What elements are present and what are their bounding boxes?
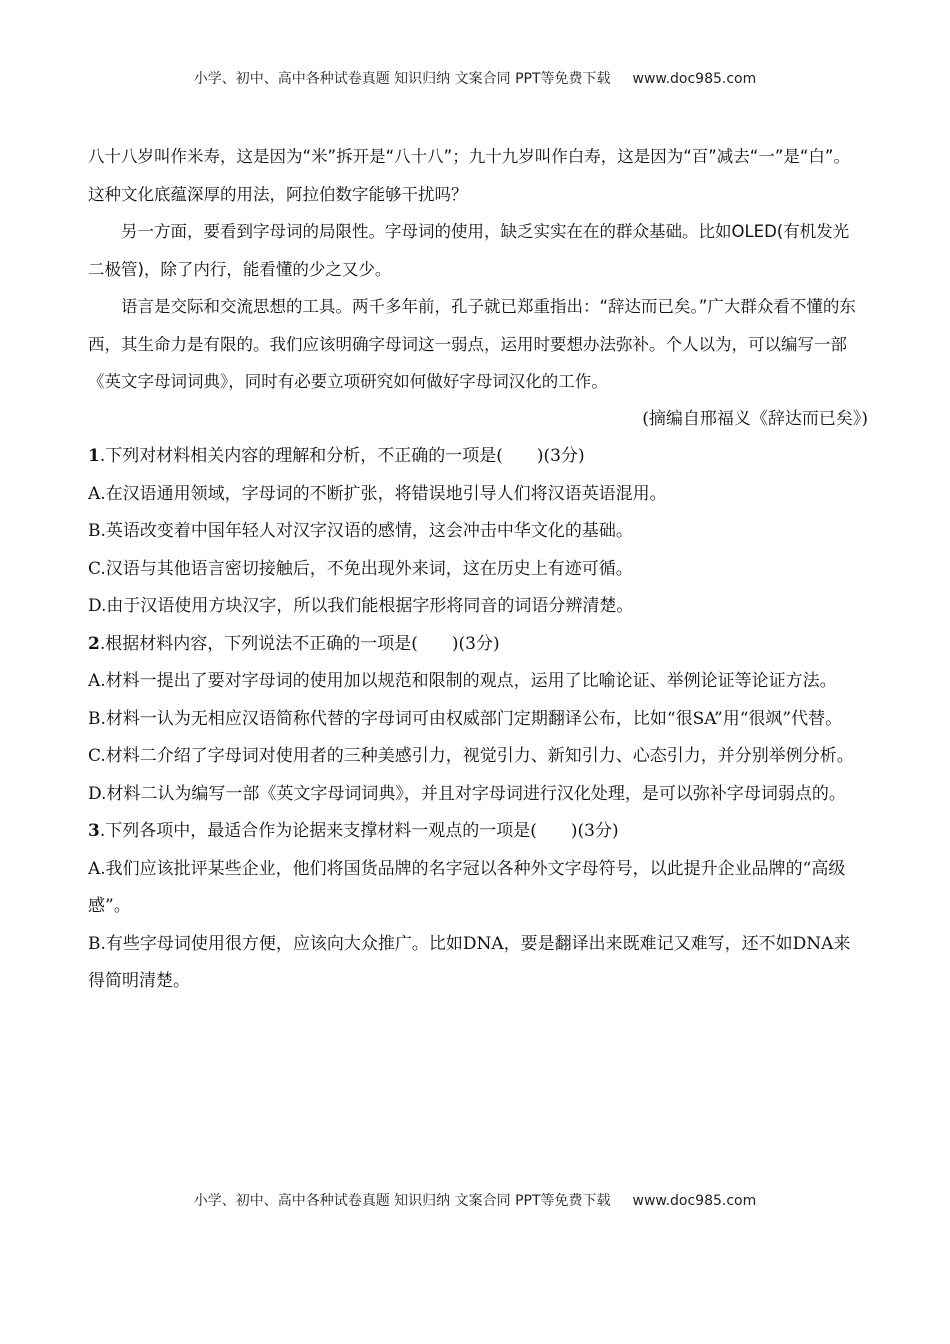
- page-header: [0, 68, 950, 88]
- option-d: D.由于汉语使用方块汉字，所以我们能根据字形将同音的词语分辨清楚。: [88, 596, 634, 616]
- passage-paragraph-3: 语言是交际和交流思想的工具。两千多年前，孔子就已郑重指出：“辞达而已矣。”广大群众看不懂的东西，其生命力是有限的。我们应该明确字母词这一弱点，运用时要想办法弥补。个人以为，可以编写一部《英文字母词词典》，同时有必要立项研究如何做好字母词汉化的工作。: [88, 297, 856, 391]
- page-footer: [0, 1190, 950, 1210]
- footer-url[interactable]: www.doc985.com: [632, 1193, 757, 1209]
- question-stem: [88, 626, 864, 664]
- option-b: B.英语改变着中国年轻人对汉字汉语的感情，这会冲击中华文化的基础。: [88, 521, 633, 541]
- question-number: 3: [88, 821, 100, 841]
- question-text: .下列对材料相关内容的理解和分析，不正确的一项是( )(3分): [99, 446, 585, 466]
- question-2: [88, 626, 864, 814]
- passage-paragraph-1: 八十八岁叫作米寿，这是因为“米”拆开是“八十八”；九十九岁叫作白寿，这是因为“百”减去“一”是“白”。这种文化底蕴深厚的用法，阿拉伯数字能够干扰吗？: [88, 147, 850, 204]
- question-3: [88, 813, 864, 1001]
- question-stem: [88, 813, 864, 851]
- question-number: 2: [88, 633, 100, 654]
- question-text: .下列各项中，最适合作为论据来支撑材料一观点的一项是( )(3分): [99, 821, 619, 841]
- option-b: B.材料一认为无相应汉语简称代替的字母词可由权威部门定期翻译公布，比如“很SA”用“很飒”代替。: [88, 708, 843, 729]
- footer-text: 小学、初中、高中各种试卷真题 知识归纳 文案合同 PPT等免费下载: [193, 1193, 611, 1209]
- question-number: 1: [88, 446, 100, 466]
- option-d: D.材料二认为编写一部《英文字母词词典》，并且对字母词进行汉化处理，是可以弥补字母词弱点的。: [88, 783, 846, 804]
- passage-paragraph-2: 另一方面，要看到字母词的局限性。字母词的使用，缺乏实实在在的群众基础。比如OLED(有机发光二极管)，除了内行，能看懂的少之又少。: [88, 222, 850, 279]
- header-text: 小学、初中、高中各种试卷真题 知识归纳 文案合同 PPT等免费下载: [193, 71, 611, 87]
- question-text: .根据材料内容，下列说法不正确的一项是( )(3分): [99, 633, 500, 654]
- question-1: [88, 438, 864, 626]
- header-url[interactable]: www.doc985.com: [632, 71, 757, 87]
- option-b: B.有些字母词使用很方便，应该向大众推广。比如DNA，要是翻译出来既难记又难写，还不如DNA来得简明清楚。: [88, 933, 851, 991]
- document-body: [88, 138, 868, 1001]
- option-c: C.汉语与其他语言密切接触后，不免出现外来词，这在历史上有迹可循。: [88, 558, 633, 579]
- passage-source: (摘编自邢福义《辞达而已矣》): [642, 408, 868, 429]
- option-a: A.我们应该批评某些企业，他们将国货品牌的名字冠以各种外文字母符号，以此提升企业品牌的“高级感”。: [88, 858, 846, 916]
- question-stem: [88, 438, 864, 476]
- option-a: A.材料一提出了要对字母词的使用加以规范和限制的观点，运用了比喻论证、举例论证等论证方法。: [88, 671, 837, 691]
- option-a: A.在汉语通用领域，字母词的不断扩张，将错误地引导人们将汉语英语混用。: [88, 483, 667, 504]
- option-c: C.材料二介绍了字母词对使用者的三种美感引力，视觉引力、新知引力、心态引力，并分别举例分析。: [88, 746, 854, 766]
